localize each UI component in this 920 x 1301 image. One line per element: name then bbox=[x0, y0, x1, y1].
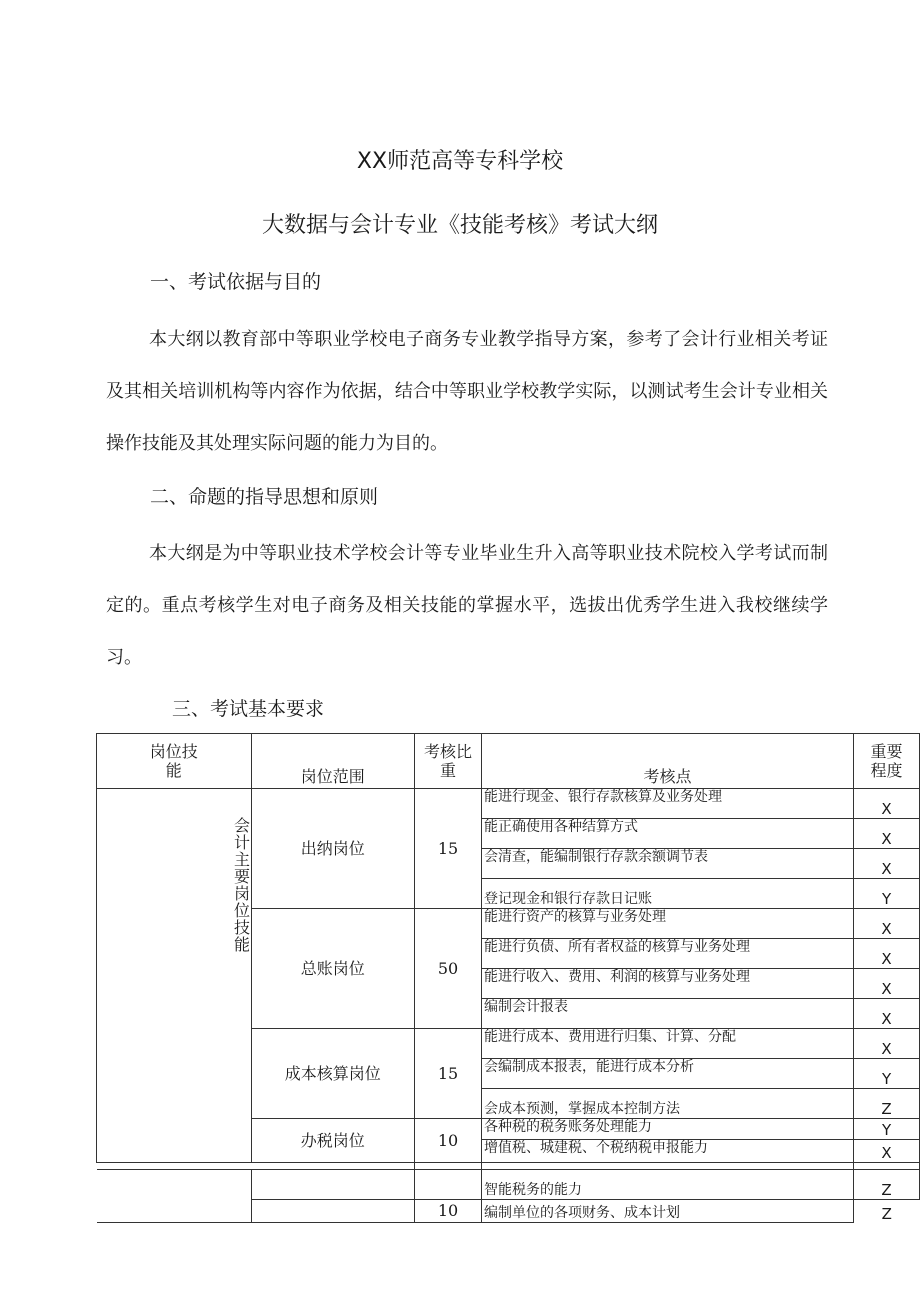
level-cell: X bbox=[854, 969, 920, 999]
level-cell: X bbox=[854, 849, 920, 879]
level-cell: Z bbox=[854, 1200, 920, 1223]
scope-cell: 总账岗位 bbox=[251, 909, 415, 1029]
point-cell: 登记现金和银行存款日记账 bbox=[481, 879, 853, 909]
weight-cell: 50 bbox=[415, 909, 482, 1029]
point-cell: 能正确使用各种结算方式 bbox=[481, 819, 853, 849]
point-cell: 增值税、城建税、个税纳税申报能力 bbox=[481, 1140, 853, 1163]
table-row bbox=[97, 1163, 920, 1170]
point-cell: 会清查，能编制银行存款余额调节表 bbox=[481, 849, 853, 879]
point-cell: 编制单位的各项财务、成本计划 bbox=[481, 1200, 853, 1223]
table-row bbox=[97, 789, 920, 819]
section3-heading: 三、考试基本要求 bbox=[172, 698, 325, 720]
skill-group-cell bbox=[97, 789, 252, 1163]
level-cell: Y bbox=[854, 879, 920, 909]
point-cell: 能进行收入、费用、利润的核算与业务处理 bbox=[481, 969, 853, 999]
point-cell: 能进行现金、银行存款核算及业务处理 bbox=[481, 789, 853, 819]
weight-cell: 15 bbox=[415, 789, 482, 909]
weight-cell bbox=[415, 1170, 482, 1200]
level-cell: Z bbox=[854, 1170, 920, 1200]
header-points: 考核点 bbox=[481, 734, 853, 789]
empty-cell bbox=[251, 1170, 415, 1200]
empty-cell bbox=[251, 1200, 415, 1223]
point-cell: 会成本预测，掌握成本控制方法 bbox=[481, 1089, 853, 1119]
level-cell: X bbox=[854, 939, 920, 969]
point-cell: 各种税的税务账务处理能力 bbox=[481, 1119, 853, 1140]
weight-cell: 10 bbox=[415, 1200, 482, 1223]
table-row bbox=[97, 1170, 920, 1200]
point-cell: 编制会计报表 bbox=[481, 999, 853, 1029]
level-cell: X bbox=[854, 819, 920, 849]
skill-group-label: 会计主要岗位技能 bbox=[231, 817, 251, 953]
section2-body: 本大纲是为中等职业技术学校会计等专业毕业生升入高等职业技术院校入学考试而制定的。重点考核学生对电子商务及相关技能的掌握水平，选拔出优秀学生进入我校继续学习。 bbox=[106, 543, 828, 668]
level-cell: X bbox=[854, 789, 920, 819]
document-title: 大数据与会计专业《技能考核》考试大纲 bbox=[261, 213, 658, 238]
point-cell: 能进行资产的核算与业务处理 bbox=[481, 909, 853, 939]
scope-cell: 出纳岗位 bbox=[251, 789, 415, 909]
exam-requirements-table bbox=[96, 733, 920, 1223]
empty-cell bbox=[97, 1200, 252, 1223]
level-cell: X bbox=[854, 909, 920, 939]
section1-body: 本大纲以教育部中等职业学校电子商务专业教学指导方案，参考了会计行业相关考证及其相关培训机构等内容作为依据，结合中等职业学校教学实际，以测试考生会计专业相关操作技能及其处理实际问题的能力为目的。 bbox=[106, 329, 828, 454]
header-skill: 岗位技 能 bbox=[97, 734, 252, 789]
level-cell: X bbox=[854, 1140, 920, 1163]
level-cell: Z bbox=[854, 1089, 920, 1119]
point-cell: 能进行负债、所有者权益的核算与业务处理 bbox=[481, 939, 853, 969]
weight-cell: 15 bbox=[415, 1029, 482, 1119]
header-weight: 考核比 重 bbox=[415, 734, 482, 789]
section1-heading: 一、考试依据与目的 bbox=[150, 271, 322, 293]
school-title: XX师范高等专科学校 bbox=[356, 149, 564, 174]
section2-heading: 二、命题的指导思想和原则 bbox=[150, 486, 379, 508]
point-cell: 会编制成本报表，能进行成本分析 bbox=[481, 1059, 853, 1089]
level-cell: Y bbox=[854, 1059, 920, 1089]
header-scope: 岗位范围 bbox=[251, 734, 415, 789]
scope-cell: 成本核算岗位 bbox=[251, 1029, 415, 1119]
level-cell: Y bbox=[854, 1119, 920, 1140]
scope-cell: 办税岗位 bbox=[251, 1119, 415, 1163]
empty-cell bbox=[97, 1170, 252, 1200]
point-cell: 能进行成本、费用进行归集、计算、分配 bbox=[481, 1029, 853, 1059]
table-header-row bbox=[97, 734, 920, 789]
level-cell: X bbox=[854, 1029, 920, 1059]
table-row bbox=[97, 1200, 920, 1223]
point-cell: 智能税务的能力 bbox=[481, 1170, 853, 1200]
header-level: 重要 程度 bbox=[854, 734, 920, 789]
weight-cell: 10 bbox=[415, 1119, 482, 1163]
level-cell: X bbox=[854, 999, 920, 1029]
